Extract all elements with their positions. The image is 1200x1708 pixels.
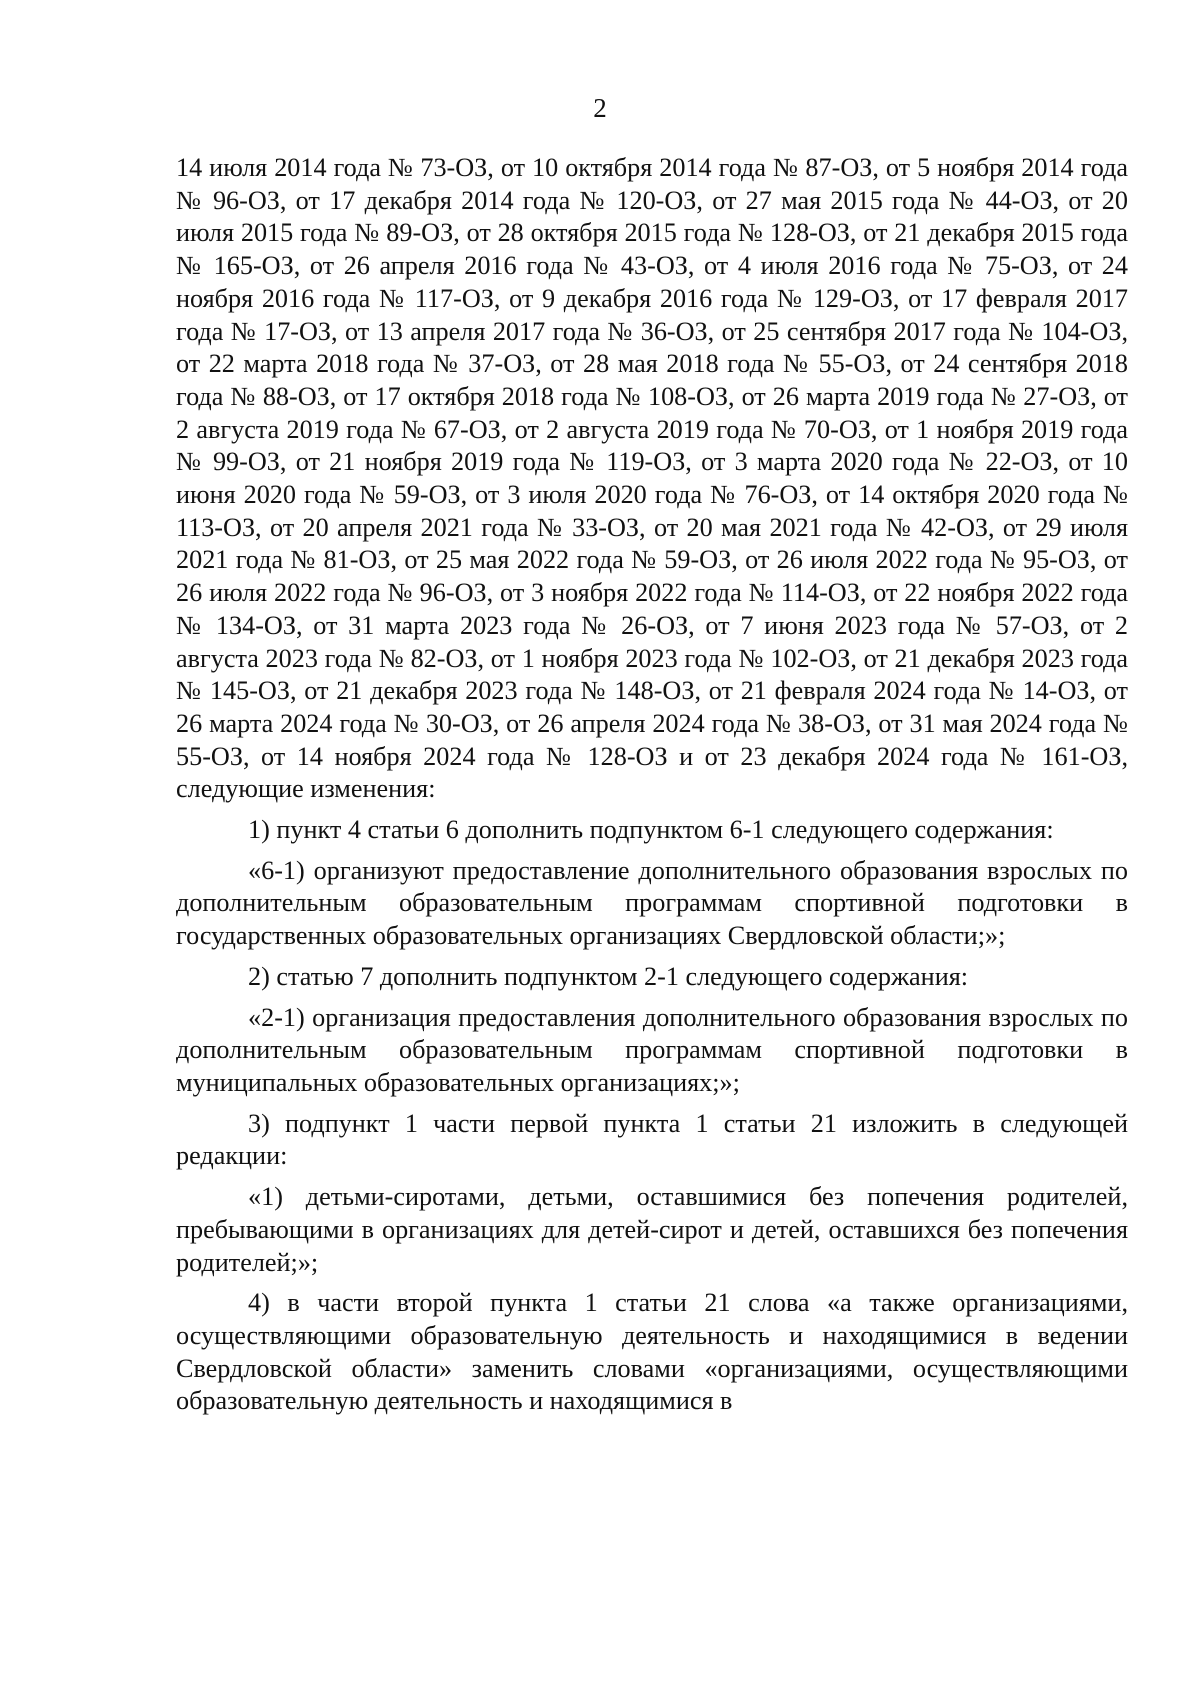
- paragraph-item-3: 3) подпункт 1 части первой пункта 1 статьи 21 изложить в следующей редакции:: [176, 1108, 1128, 1171]
- paragraph-amended-laws-list: 14 июля 2014 года № 73-ОЗ, от 10 октября 2014 года № 87-ОЗ, от 5 ноября 2014 года № 96-ОЗ, от 17 декабря 2014 года № 120-ОЗ, от 27 мая 2015 года № 44-ОЗ, от 20 июля 2015 года № 89-ОЗ, от 28 октября 2015 года № 128-ОЗ, от 21 декабря 2015 года № 165-ОЗ, от 26 апреля 2016 года № 43-ОЗ, от 4 июля 2016 года № 75-ОЗ, от 24 ноября 2016 года № 117-ОЗ, от 9 декабря 2016 года № 129-ОЗ, от 17 февраля 2017 года № 17-ОЗ, от 13 апреля 2017 года № 36-ОЗ, от 25 сентября 2017 года № 104-ОЗ, от 22 марта 2018 года № 37-ОЗ, от 28 мая 2018 года № 55-ОЗ, от 24 сентября 2018 года № 88-ОЗ, от 17 октября 2018 года № 108-ОЗ, от 26 марта 2019 года № 27-ОЗ, от 2 августа 2019 года № 67-ОЗ, от 2 августа 2019 года № 70-ОЗ, от 1 ноября 2019 года № 99-ОЗ, от 21 ноября 2019 года № 119-ОЗ, от 3 марта 2020 года № 22-ОЗ, от 10 июня 2020 года № 59-ОЗ, от 3 июля 2020 года № 76-ОЗ, от 14 октября 2020 года № 113-ОЗ, от 20 апреля 2021 года № 33-ОЗ, от 20 мая 2021 года № 42-ОЗ, от 29 июля 2021 года № 81-ОЗ, от 25 мая 2022 года № 59-ОЗ, от 26 июля 2022 года № 95-ОЗ, от 26 июля 2022 года № 96-ОЗ, от 3 ноября 2022 года № 114-ОЗ, от 22 ноября 2022 года № 134-ОЗ, от 31 марта 2023 года № 26-ОЗ, от 7 июня 2023 года № 57-ОЗ, от 2 августа 2023 года № 82-ОЗ, от 1 ноября 2023 года № 102-ОЗ, от 21 декабря 2023 года № 145-ОЗ, от 21 декабря 2023 года № 148-ОЗ, от 21 февраля 2024 года № 14-ОЗ, от 26 марта 2024 года № 30-ОЗ, от 26 апреля 2024 года № 38-ОЗ, от 31 мая 2024 года № 55-ОЗ, от 14 ноября 2024 года № 128-ОЗ и от 23 декабря 2024 года № 161-ОЗ, следующие изменения:: [176, 153, 1128, 804]
- paragraph-item-4: 4) в части второй пункта 1 статьи 21 слова «а также организациями, осуществляющими образовательную деятельность и находящимися в ведении Свердловской области» заменить словами «организациями, осуществляющими образовательную деятельность и находящимися в: [176, 1288, 1128, 1416]
- paragraph-item-2: 2) статью 7 дополнить подпунктом 2-1 следующего содержания:: [248, 961, 969, 991]
- paragraph-item-1: 1) пункт 4 статьи 6 дополнить подпунктом 6-1 следующего содержания:: [248, 815, 1054, 845]
- document-body: [176, 152, 1128, 1418]
- paragraph-item-2-text: «2-1) организация предоставления дополнительного образования взрослых по дополнительным образовательным программам спортивной подготовки в муниципальных образовательных организациях;»;: [176, 1002, 1128, 1097]
- paragraph-item-1-text: «6-1) организуют предоставление дополнительного образования взрослых по дополнительным образовательным программам спортивной подготовки в государственных образовательных организациях Свердловской области;»;: [176, 855, 1128, 951]
- page-number: 2: [593, 93, 607, 123]
- paragraph-item-3-text: «1) детьми-сиротами, детьми, оставшимися без попечения родителей, пребывающими в организациях для детей-сирот и детей, оставшихся без попечения родителей;»;: [176, 1182, 1128, 1277]
